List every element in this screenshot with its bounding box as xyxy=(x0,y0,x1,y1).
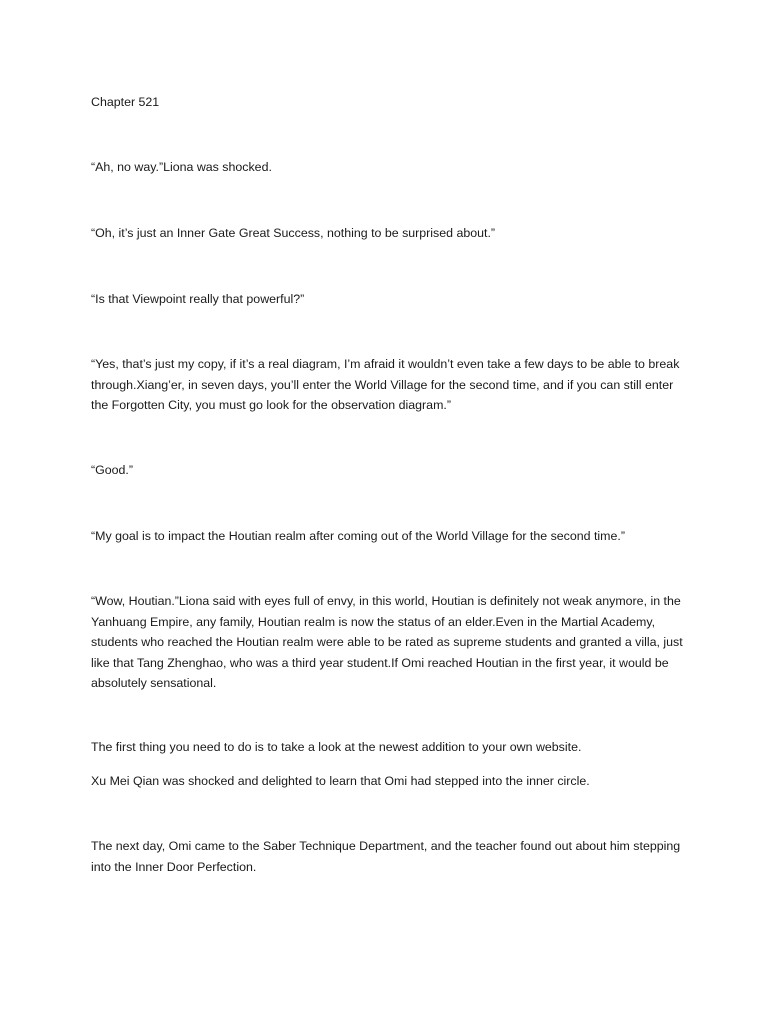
paragraph: “Wow, Houtian.”Liona said with eyes full of envy, in this world, Houtian is definitely not weak anymore, in the Yanhuang Empire, any family, Houtian realm is now the status of an elder.Even in the Martial Academy, students who reached the Houtian realm were able to be rated as supreme students and granted a villa, just like that Tang Zhenghao, who was a third year student.If Omi reached Houtian in the first year, it would be absolutely sensational. xyxy=(91,594,683,690)
paragraph: “My goal is to impact the Houtian realm after coming out of the World Village for the second time.” xyxy=(91,529,625,543)
paragraph: The next day, Omi came to the Saber Technique Department, and the teacher found out about him stepping into the Inner Door Perfection. xyxy=(91,839,681,874)
chapter-title: Chapter 521 xyxy=(91,95,160,109)
paragraph: The first thing you need to do is to take a look at the newest addition to your own website. xyxy=(91,740,582,754)
paragraph: “Ah, no way.”Liona was shocked. xyxy=(91,160,272,174)
paragraph: “Yes, that’s just my copy, if it’s a real diagram, I’m afraid it wouldn’t even take a few days to be able to break through.Xiang’er, in seven days, you’ll enter the World Village for the second time, and if you can still enter the Forgotten City, you must go look for the observation diagram.” xyxy=(91,357,680,412)
paragraph: “Oh, it’s just an Inner Gate Great Success, nothing to be surprised about.” xyxy=(91,226,496,240)
paragraph: “Is that Viewpoint really that powerful?” xyxy=(91,292,305,306)
paragraph: Xu Mei Qian was shocked and delighted to learn that Omi had stepped into the inner circle. xyxy=(91,774,590,788)
paragraph: “Good.” xyxy=(91,463,134,477)
